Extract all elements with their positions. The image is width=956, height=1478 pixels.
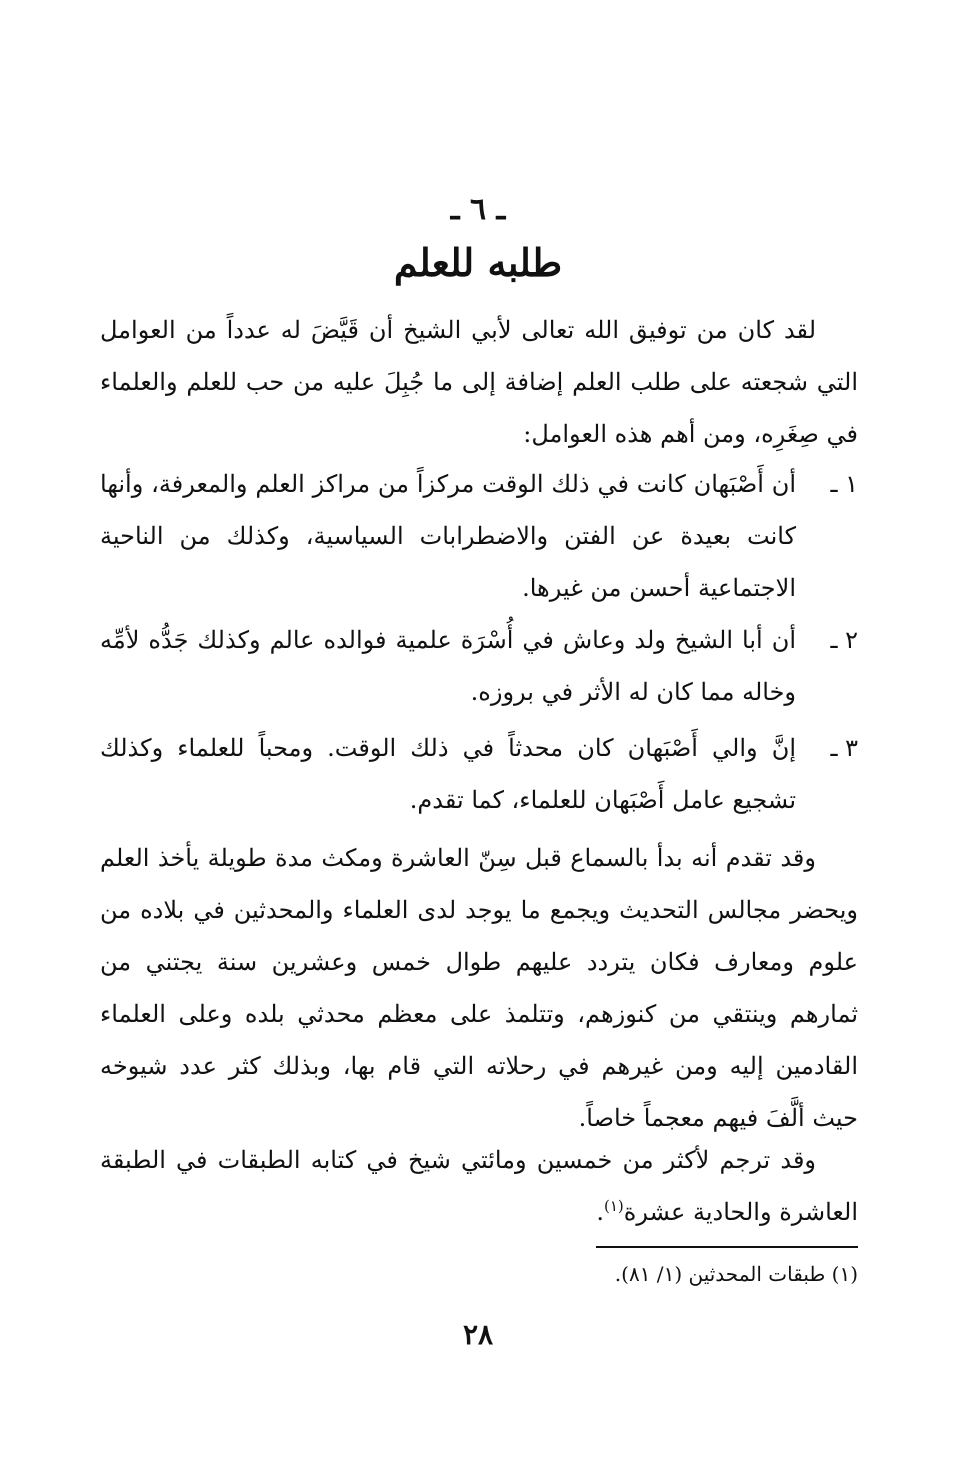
factor-number: ١ ـ [830, 470, 858, 498]
factor-text: أن أَصْبَهان كانت في ذلك الوقت مركزاً من مراكز العلم والمعرفة، وأنها كانت بعيدة عن الفتن والاضطرابات السياسية، وكذلك من الناحية الاجتماعية أحسن من غيرها. [100, 470, 796, 602]
factor-item-1 [100, 458, 858, 614]
factor-number: ٣ ـ [830, 734, 858, 762]
intro-paragraph: لقد كان من توفيق الله تعالى لأبي الشيخ أن قَيَّضَ له عدداً من العوامل التي شجعته على طلب العلم إضافة إلى ما جُبِلَ عليه من حب للعلم والعلماء في صِغَرِه، ومن أهم هذه العوامل: [100, 316, 858, 448]
section-title: طلبه للعلم [393, 240, 563, 285]
footnote: (١) طبقات المحدثين (١/ ٨١). [614, 1262, 858, 1286]
factor-item-2 [100, 614, 858, 718]
body-paragraph-3 [100, 1134, 858, 1238]
factor-text: أن أبا الشيخ ولد وعاش في أُسْرَة علمية فوالده عالم وكذلك جَدُّه لأمِّه وخاله مما كان له الأثر في بروزه. [100, 626, 796, 706]
factor-number: ٢ ـ [830, 626, 858, 654]
factor-text: إنَّ والي أَصْبَهان كان محدثاً في ذلك الوقت. ومحباً للعلماء وكذلك تشجيع عامل أَصْبَهان للعلماء، كما تقدم. [100, 734, 796, 814]
factor-item-3 [100, 722, 858, 826]
body-paragraph-2: وقد تقدم أنه بدأ بالسماع قبل سِنّ العاشرة ومكث مدة طويلة يأخذ العلم ويحضر مجالس التحديث ويجمع ما يوجد لدى العلماء والمحدثين في بلاده من علوم ومعارف فكان يتردد عليهم طوال خمس وعشرين سنة يجتني من ثمارهم وينتقي من كنوزهم، وتتلمذ على معظم محدثي بلده وعلى العلماء القادمين إليه ومن غيرهم في رحلاته التي قام بها، وبذلك كثر عدد شيوخه حيث ألَّفَ فيهم معجماً خاصاً. [100, 844, 858, 1132]
paragraph-3-end: . [596, 1198, 604, 1226]
section-number: ـ ٦ ـ [450, 192, 506, 227]
footnote-reference[interactable]: (١) [604, 1197, 624, 1215]
page-number: ٢٨ [462, 1318, 494, 1351]
footnote-divider [596, 1246, 858, 1248]
paragraph-3-text: وقد ترجم لأكثر من خمسين ومائتي شيخ في كتابه الطبقات في الطبقة العاشرة والحادية عشرة [100, 1146, 858, 1226]
